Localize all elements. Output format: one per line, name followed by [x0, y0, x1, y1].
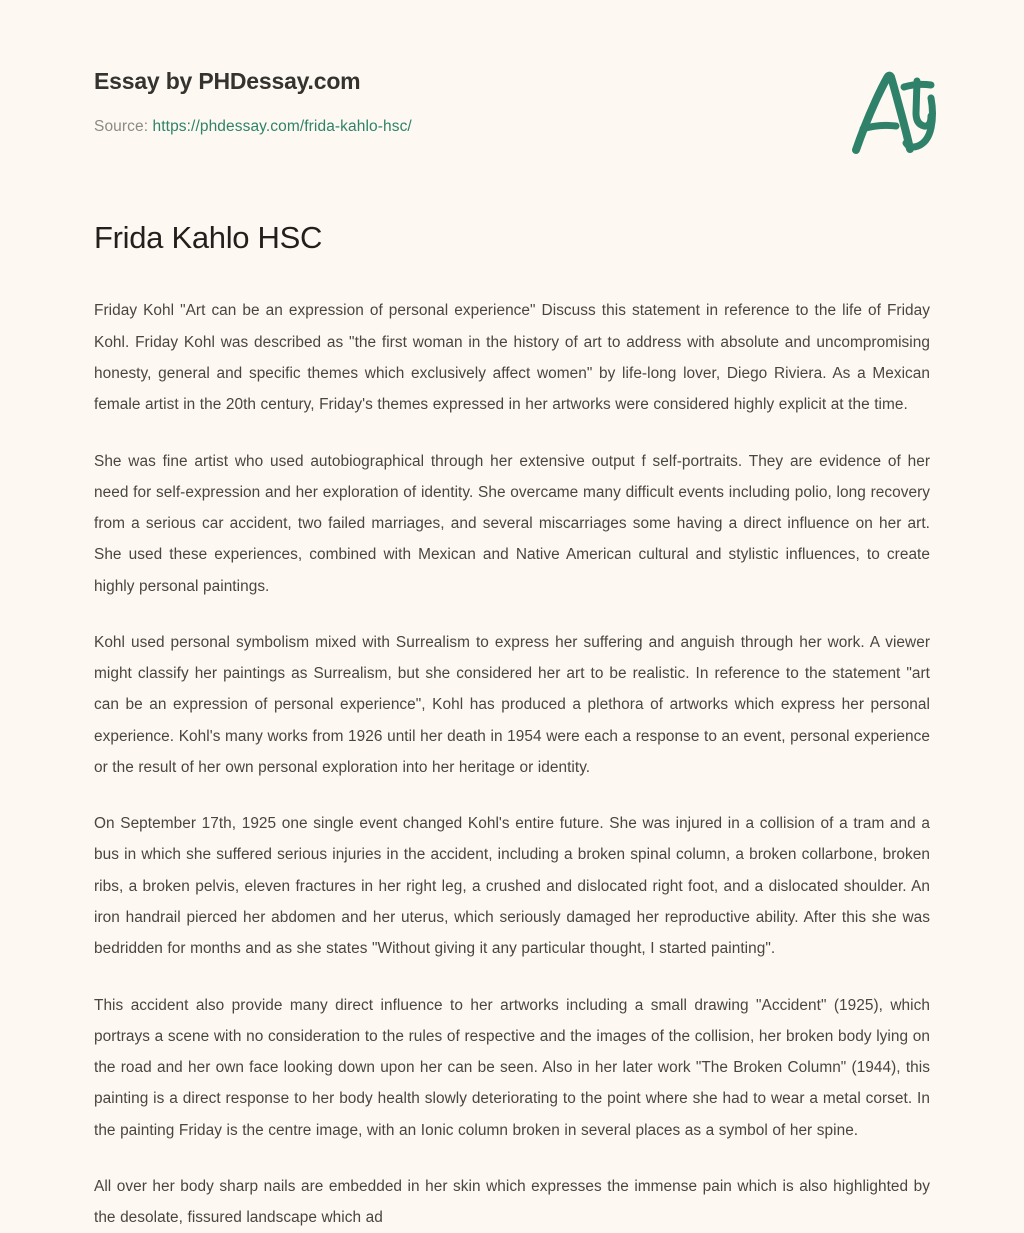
paragraph: Friday Kohl "Art can be an expression of personal experience" Discuss this statement in reference to the life of Friday Kohl. Friday Kohl was described as "the first woman in the history of art to address with absolute and uncompromising honesty, general and specific themes which exclusively affect women" by life-long lover, Diego Riviera. As a Mexican female artist in the 20th century, Friday's themes expressed in her artworks were considered highly explicit at the time.	[94, 302, 930, 414]
paragraph: This accident also provide many direct influence to her artworks including a small drawing "Accident" (1925), which portrays a scene with no consideration to the rules of respective and the images of the collision, her broken body lying on the road and her own face looking down upon her can be seen. Also in her later work "The Broken Column" (1944), this painting is a direct response to her body health slowly deteriorating to the point where she had to wear a metal corset. In the painting Friday is the centre image, with an Ionic column broken in several places as a symbol of her spine.	[94, 996, 930, 1139]
page-title: Frida Kahlo HSC	[94, 219, 323, 255]
brand-title: Essay by PHDessay.com	[94, 68, 361, 94]
essay-body	[94, 257, 930, 1233]
source-url-link[interactable]: https://phdessay.com/frida-kahlo-hsc/	[152, 117, 412, 135]
paragraph: Kohl used personal symbolism mixed with Surrealism to express her suffering and anguish through her work. A viewer might classify her paintings as Surrealism, but she considered her art to be realistic. In reference to the statement "art can be an expression of personal experience", Kohl has produced a plethora of artworks which express her personal experience. Kohl's many works from 1926 until her death in 1954 were each a response to an event, personal experience or the result of her own personal exploration into her heritage or identity.	[94, 633, 930, 776]
paragraph: On September 17th, 1925 one single event changed Kohl's entire future. She was injured in a collision of a tram and a bus in which she suffered serious injuries in the accident, including a broken spinal column, a broken collarbone, broken ribs, a broken pelvis, eleven fractures in her right leg, a crushed and dislocated right foot, and a dislocated shoulder. An iron handrail pierced her abdomen and her uterus, which seriously damaged her reproductive ability. After this she was bedridden for months and as she states "Without giving it any particular thought, I started painting".	[94, 815, 930, 958]
source-label: Source:	[94, 117, 149, 135]
aplus-logo-icon	[832, 50, 952, 170]
paragraph: All over her body sharp nails are embedded in her skin which expresses the immense pain which is also highlighted by the desolate, fissured landscape which ad	[94, 1177, 930, 1227]
paragraph: She was fine artist who used autobiographical through her extensive output f self-portraits. They are evidence of her need for self-expression and her exploration of identity. She overcame many difficult events including polio, long recovery from a serious car accident, two failed marriages, and several miscarriages some having a direct influence on her art. She used these experiences, combined with Mexican and Native American cultural and stylistic influences, to create highly personal paintings.	[94, 452, 930, 595]
document-header	[94, 0, 930, 137]
source-line	[94, 117, 930, 137]
